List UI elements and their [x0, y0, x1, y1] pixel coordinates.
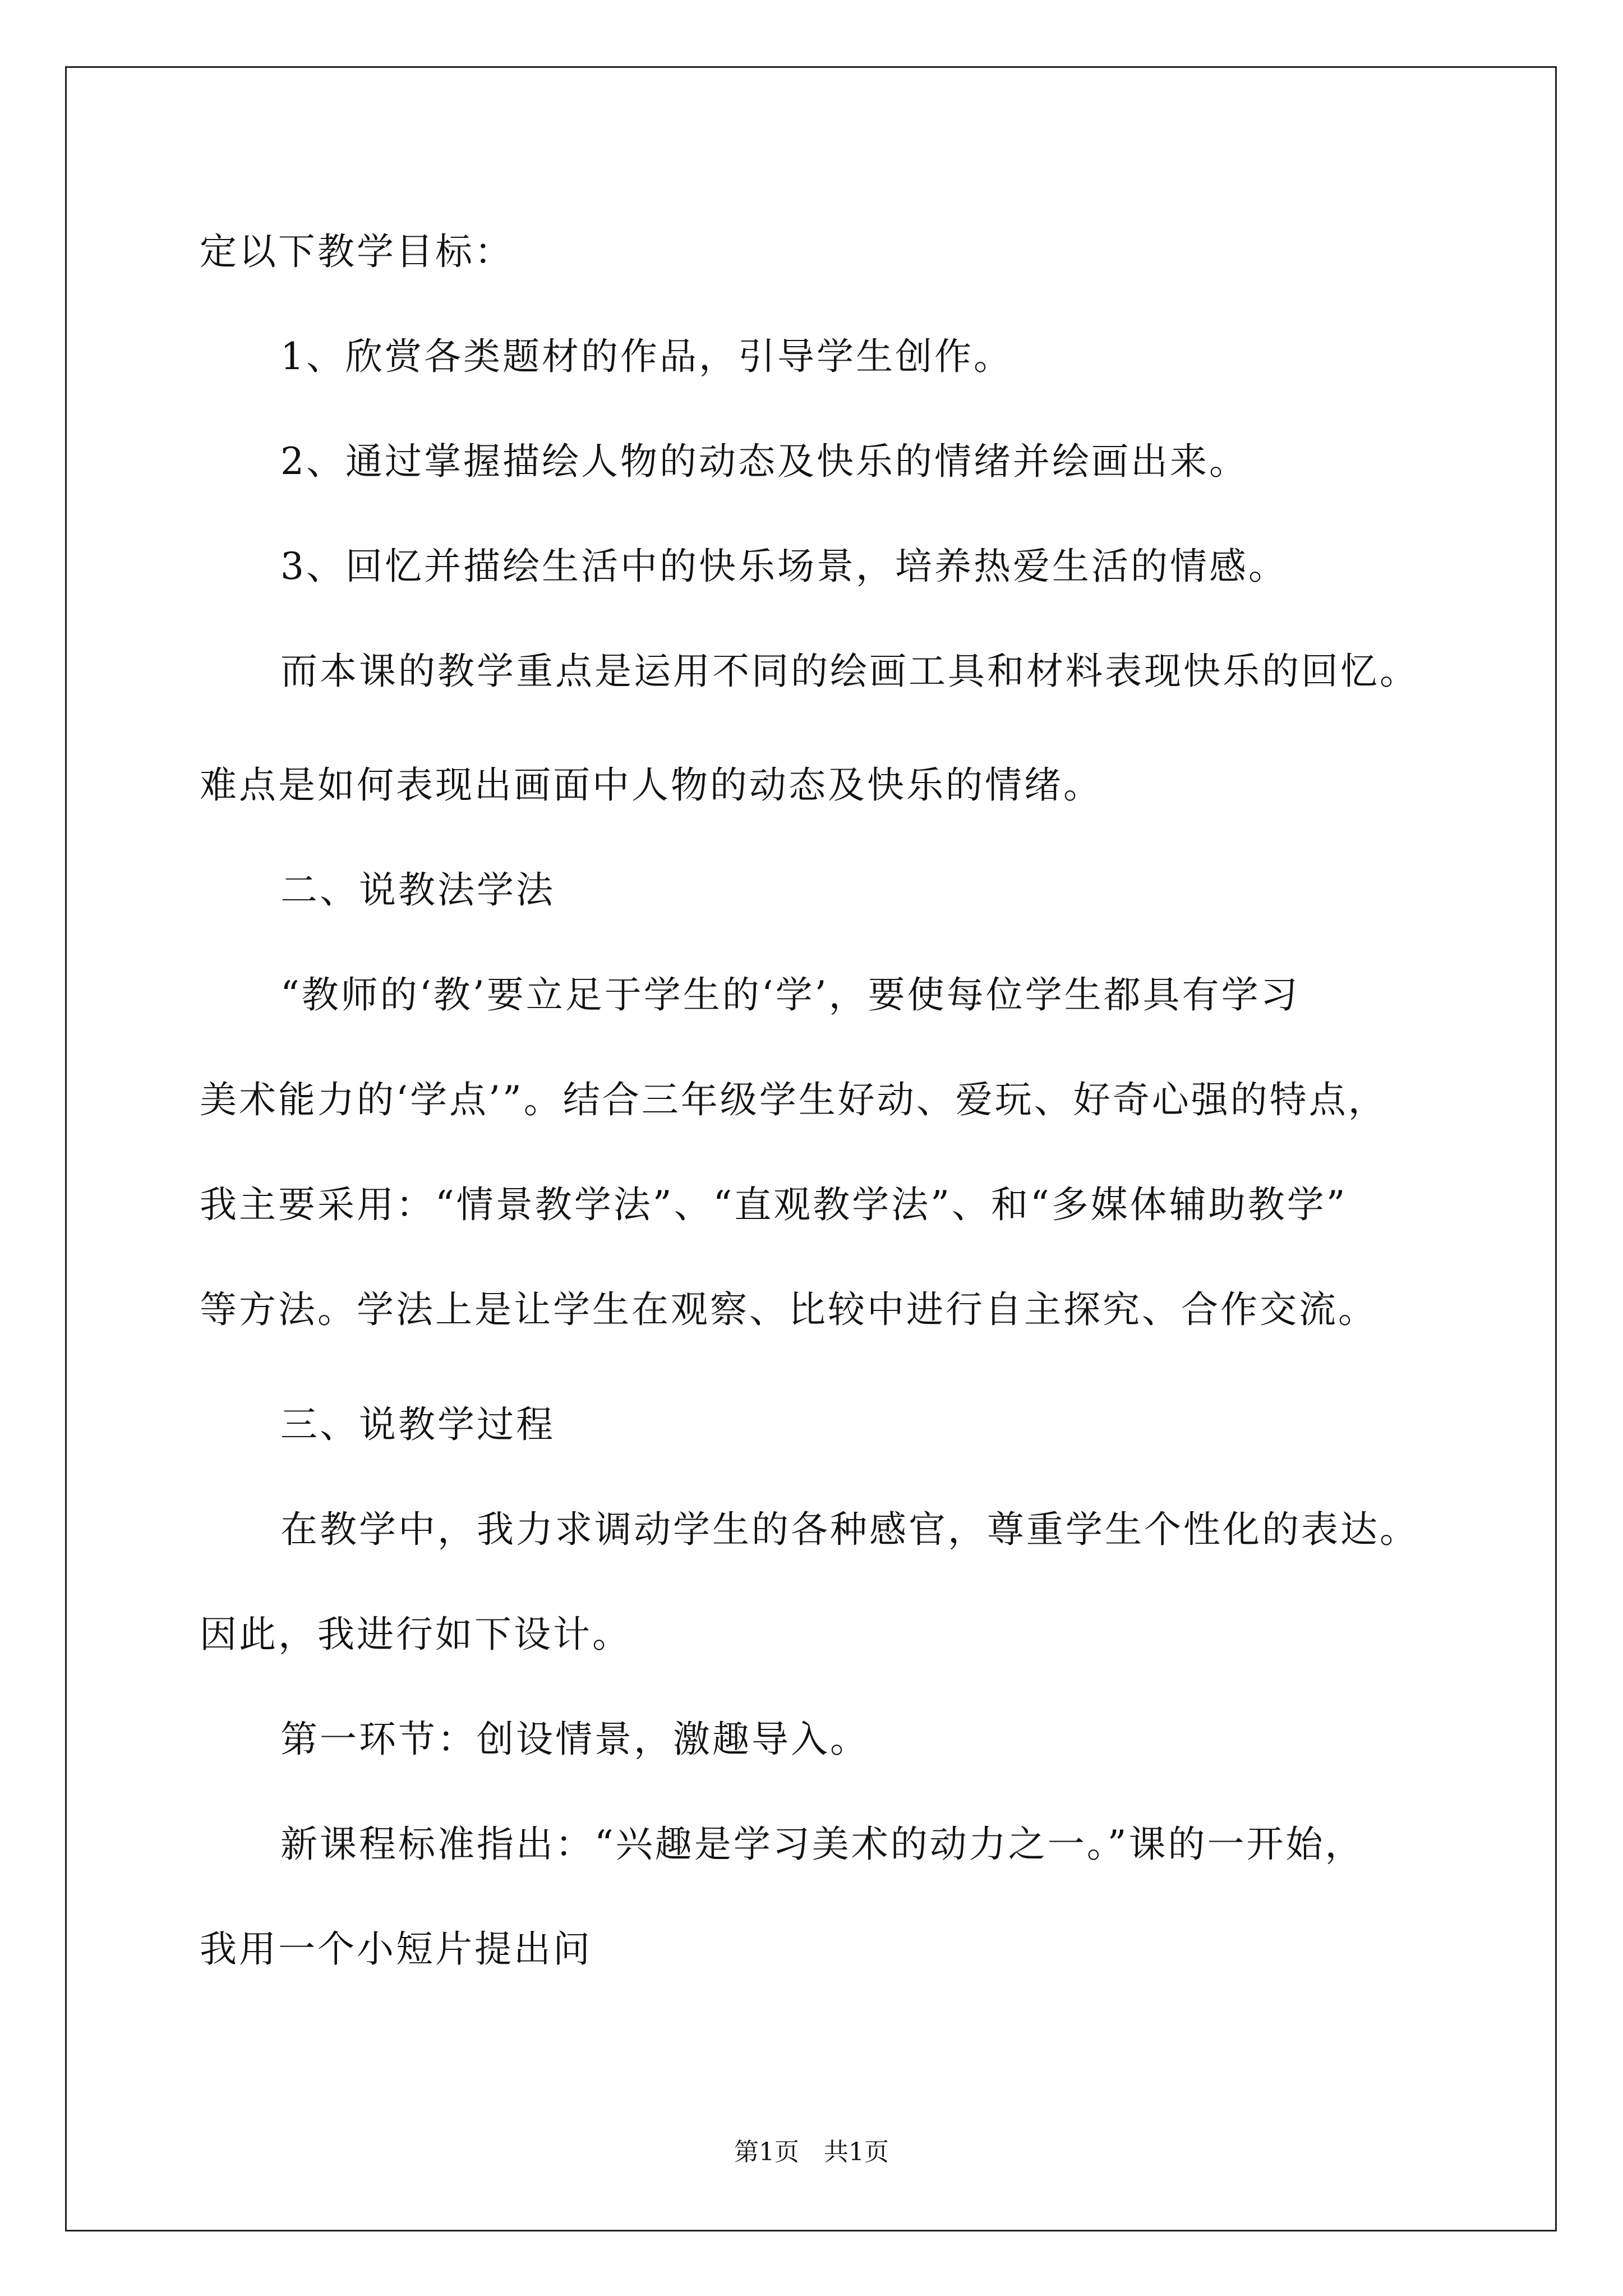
text-line: 在教学中，我力求调动学生的各种感官，尊重学生个性化的表达。	[280, 1508, 1419, 1551]
text-line: 新课程标准指出：“兴趣是学习美术的动力之一。”课的一开始，	[280, 1823, 1364, 1866]
text-line: 等方法。学法上是让学生在观察、比较中进行自主探究、合作交流。	[200, 1288, 1377, 1331]
text-line: 二、说教法学法	[280, 868, 555, 912]
text-line: 2、通过掌握描绘人物的动态及快乐的情绪并绘画出来。	[280, 440, 1248, 483]
page-footer: 第1页 共1页	[734, 2138, 889, 2166]
text-line: 因此，我进行如下设计。	[200, 1613, 631, 1656]
text-line: 我主要采用：“情景教学法”、“直观教学法”、和“多媒体辅助教学”	[200, 1183, 1348, 1226]
text-line: 难点是如何表现出画面中人物的动态及快乐的情绪。	[200, 763, 1103, 807]
text-line: 3、回忆并描绘生活中的快乐场景，培养热爱生活的情感。	[280, 545, 1288, 588]
text-line: 第一环节：创设情景，激趣导入。	[280, 1718, 869, 1761]
text-line: 而本课的教学重点是运用不同的绘画工具和材料表现快乐的回忆。	[280, 650, 1419, 693]
text-line: 定以下教学目标：	[200, 230, 514, 273]
text-line: 我用一个小短片提出问	[200, 1927, 592, 1971]
text-line: 三、说教学过程	[280, 1403, 555, 1446]
page-border	[65, 66, 1557, 2231]
text-line: 1、欣赏各类题材的作品，引导学生创作。	[280, 335, 1013, 378]
text-line: “教师的‘教’要立足于学生的‘学’，要使每位学生都具有学习	[280, 973, 1300, 1016]
text-line: 美术能力的‘学点’”。结合三年级学生好动、爱玩、好奇心强的特点，	[200, 1078, 1387, 1121]
